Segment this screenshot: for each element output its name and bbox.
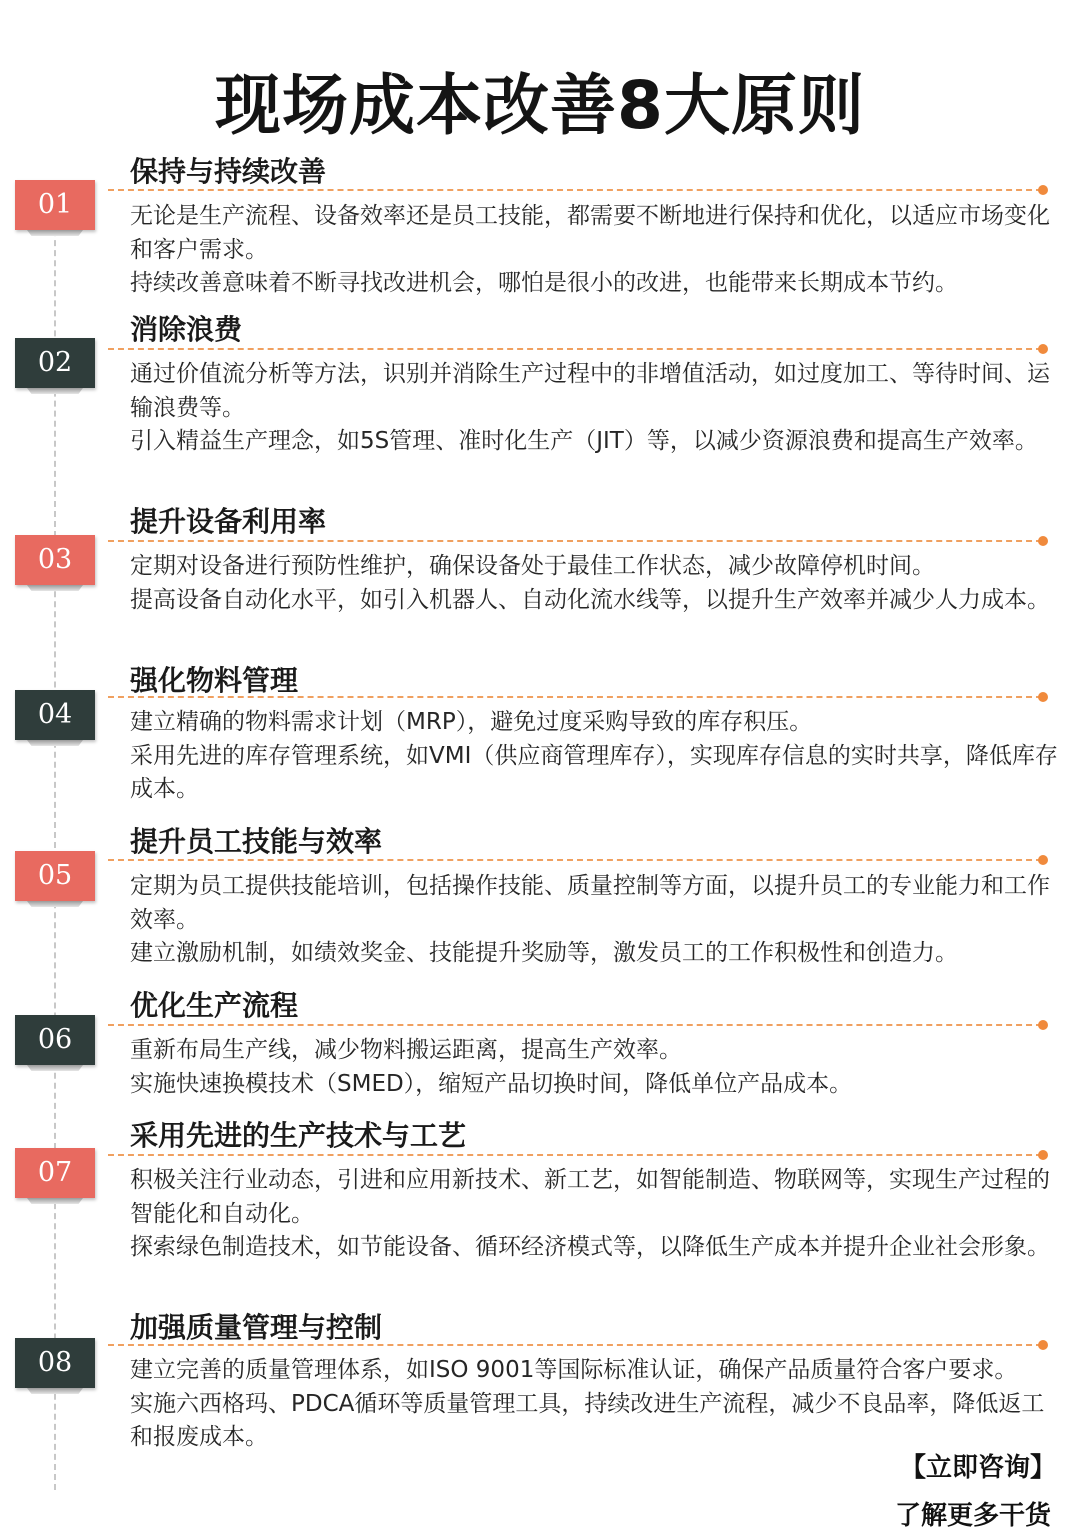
section-divider [108, 1154, 1042, 1156]
principle-body [130, 1034, 1060, 1101]
principle-heading: 保持与持续改善 [130, 155, 327, 188]
principle-paragraph: 提高设备自动化水平，如引入机器人、自动化流水线等，以提升生产效率并减少人力成本。 [130, 586, 1050, 613]
principle-paragraph: 重新布局生产线，减少物料搬运距离，提高生产效率。 [130, 1037, 682, 1063]
principle-number-badge: 08 [15, 1338, 95, 1388]
principle-heading: 强化物料管理 [130, 664, 299, 697]
consult-now-link[interactable]: 【立即咨询】 [900, 1453, 1057, 1483]
principle-number-badge: 04 [15, 690, 95, 740]
principle-heading: 提升员工技能与效率 [130, 825, 383, 858]
section-divider [108, 696, 1042, 698]
principle-paragraph: 建立完善的质量管理体系，如ISO 9001等国际标准认证，确保产品质量符合客户要求。 [130, 1357, 1018, 1383]
principle-paragraph: 建立精确的物料需求计划（MRP），避免过度采购导致的库存积压。 [130, 709, 813, 735]
principle-paragraph: 持续改善意味着不断寻找改进机会，哪怕是很小的改进，也能带来长期成本节约。 [130, 270, 958, 296]
principle-body [130, 358, 1060, 459]
principle-heading: 消除浪费 [130, 313, 243, 346]
principle-paragraph: 定期为员工提供技能培训，包括操作技能、质量控制等方面，以提升员工的专业能力和工作效率。 [130, 873, 1050, 933]
principle-paragraph: 定期对设备进行预防性维护，确保设备处于最佳工作状态，减少故障停机时间。 [130, 553, 935, 579]
principle-paragraph: 实施快速换模技术（SMED），缩短产品切换时间，降低单位产品成本。 [130, 1070, 853, 1097]
section-divider [108, 189, 1042, 191]
principle-body [130, 706, 1060, 807]
section-divider [108, 348, 1042, 350]
principle-body [130, 550, 1060, 617]
principle-body [130, 870, 1060, 971]
section-divider [108, 540, 1042, 542]
principle-number-badge: 01 [15, 180, 95, 230]
principle-number-badge: 03 [15, 535, 95, 585]
principle-heading: 加强质量管理与控制 [130, 1311, 383, 1344]
principle-number-badge: 05 [15, 851, 95, 901]
principle-body [130, 200, 1060, 301]
learn-more-link[interactable]: 了解更多干货 [895, 1501, 1052, 1531]
principle-body [130, 1354, 1060, 1455]
principle-heading: 优化生产流程 [130, 989, 299, 1022]
principle-paragraph: 采用先进的库存管理系统，如VMI（供应商管理库存），实现库存信息的实时共享，降低库存成本。 [130, 742, 1058, 802]
principle-paragraph: 积极关注行业动态，引进和应用新技术、新工艺，如智能制造、物联网等，实现生产过程的智能化和自动化。 [130, 1167, 1050, 1227]
principle-paragraph: 无论是生产流程、设备效率还是员工技能，都需要不断地进行保持和优化，以适应市场变化和客户需求。 [130, 203, 1050, 263]
principle-paragraph: 建立激励机制，如绩效奖金、技能提升奖励等，激发员工的工作积极性和创造力。 [130, 940, 958, 966]
principle-number-badge: 02 [15, 338, 95, 388]
section-divider [108, 859, 1042, 861]
principle-paragraph: 探索绿色制造技术，如节能设备、循环经济模式等，以降低生产成本并提升企业社会形象。 [130, 1234, 1050, 1260]
principle-heading: 采用先进的生产技术与工艺 [130, 1119, 467, 1152]
principle-number-badge: 06 [15, 1015, 95, 1065]
principle-paragraph: 实施六西格玛、PDCA循环等质量管理工具，持续改进生产流程，减少不良品率，降低返工和报废成本。 [130, 1390, 1045, 1450]
section-divider [108, 1344, 1042, 1346]
principle-paragraph: 引入精益生产理念，如5S管理、准时化生产（JIT）等，以减少资源浪费和提高生产效率。 [130, 428, 1038, 454]
principle-body [130, 1164, 1060, 1265]
principle-number-badge: 07 [15, 1148, 95, 1198]
principle-paragraph: 通过价值流分析等方法，识别并消除生产过程中的非增值活动，如过度加工、等待时间、运输浪费等。 [130, 361, 1050, 421]
section-divider [108, 1024, 1042, 1026]
principle-heading: 提升设备利用率 [130, 505, 327, 538]
page-title: 现场成本改善8大原则 [215, 67, 865, 144]
